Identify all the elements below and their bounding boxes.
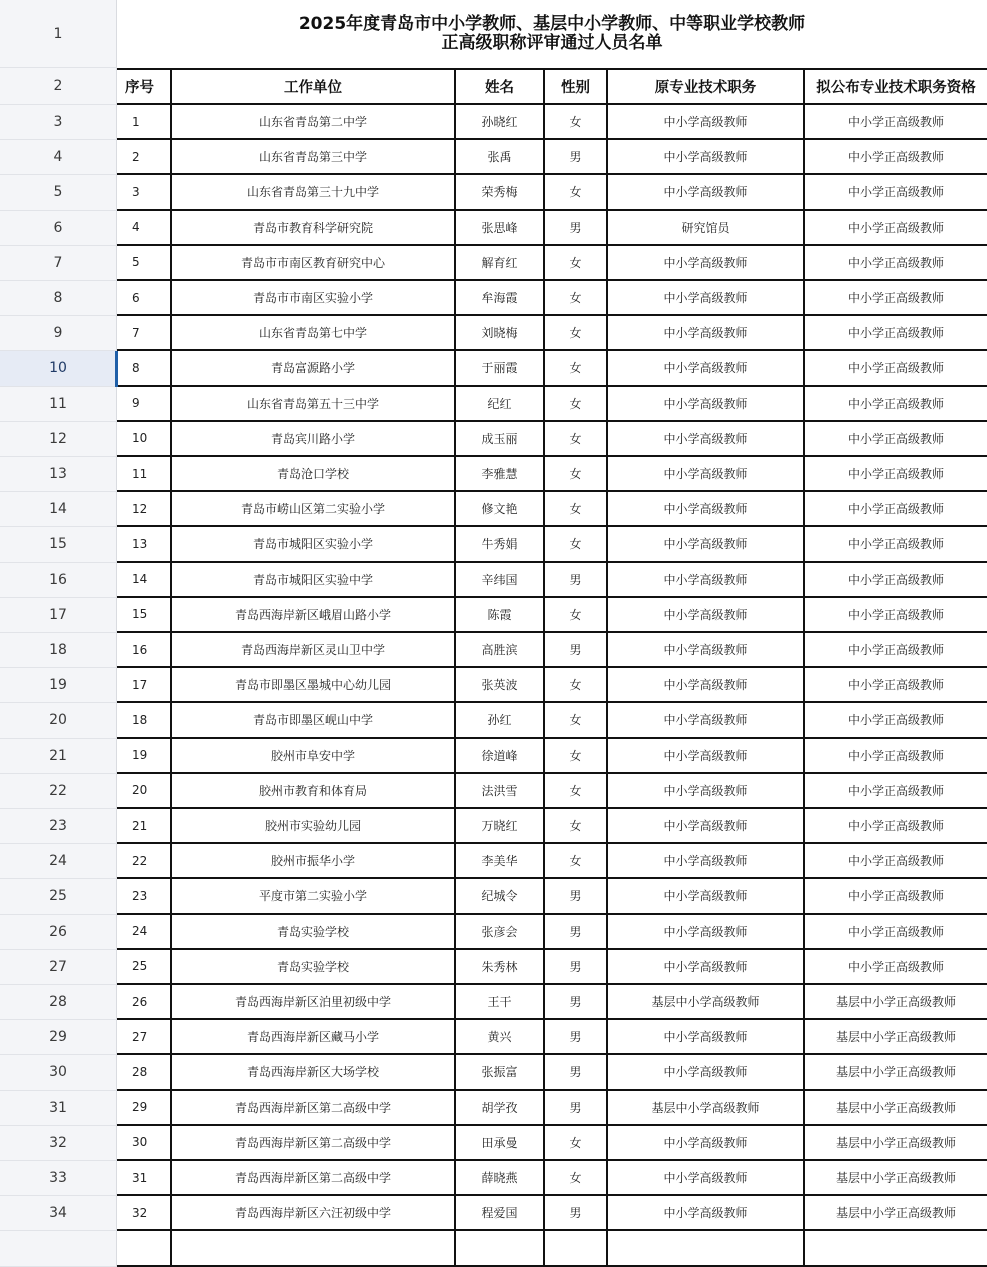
cell-no[interactable]: 11 <box>117 457 172 492</box>
cell-name[interactable] <box>456 1231 545 1266</box>
cell-name[interactable]: 于丽霞 <box>456 351 545 386</box>
cell-unit[interactable]: 青岛实验学校 <box>172 915 456 950</box>
column-header-no[interactable]: 序号 <box>117 68 172 105</box>
table-row <box>0 598 987 633</box>
row-header[interactable]: 3 <box>0 105 117 140</box>
cell-new-title[interactable]: 中小学正高级教师 <box>805 598 987 633</box>
cell-no[interactable]: 6 <box>117 281 172 316</box>
cell-original-title[interactable]: 中小学高级教师 <box>608 879 805 914</box>
row-header[interactable]: 4 <box>0 140 117 175</box>
row-header[interactable]: 21 <box>0 739 117 774</box>
cell-name[interactable]: 胡学孜 <box>456 1091 545 1126</box>
row-header[interactable]: 20 <box>0 703 117 738</box>
cell-new-title[interactable]: 基层中小学正高级教师 <box>805 1196 987 1231</box>
cell-unit[interactable] <box>172 1231 456 1266</box>
cell-name[interactable]: 程爱国 <box>456 1196 545 1231</box>
cell-no[interactable]: 20 <box>117 774 172 809</box>
cell-original-title[interactable]: 中小学高级教师 <box>608 1196 805 1231</box>
cell-name[interactable]: 孙红 <box>456 703 545 738</box>
cell-name[interactable]: 薛晓燕 <box>456 1161 545 1196</box>
cell-name[interactable]: 李雅慧 <box>456 457 545 492</box>
cell-original-title[interactable]: 中小学高级教师 <box>608 739 805 774</box>
cell-unit[interactable]: 青岛西海岸新区大场学校 <box>172 1055 456 1090</box>
cell-name[interactable]: 徐道峰 <box>456 739 545 774</box>
table-row <box>0 879 987 914</box>
cell-no[interactable]: 28 <box>117 1055 172 1090</box>
cell-unit[interactable]: 青岛宾川路小学 <box>172 422 456 457</box>
cell-unit[interactable]: 青岛市即墨区岘山中学 <box>172 703 456 738</box>
table-row <box>0 281 987 316</box>
cell-unit[interactable]: 青岛市即墨区墨城中心幼儿园 <box>172 668 456 703</box>
sheet-title[interactable] <box>117 0 987 68</box>
cell-sex[interactable]: 女 <box>545 703 608 738</box>
cell-unit[interactable]: 青岛市教育科学研究院 <box>172 211 456 246</box>
cell-name[interactable]: 李美华 <box>456 844 545 879</box>
cell-new-title[interactable]: 中小学正高级教师 <box>805 105 987 140</box>
title-line-1: 2025年度青岛市中小学教师、基层中小学教师、中等职业学校教师 <box>298 14 806 34</box>
cell-new-title[interactable]: 中小学正高级教师 <box>805 246 987 281</box>
cell-sex[interactable]: 女 <box>545 105 608 140</box>
cell-sex[interactable]: 男 <box>545 950 608 985</box>
cell-new-title[interactable]: 中小学正高级教师 <box>805 879 987 914</box>
table-row <box>0 703 987 738</box>
cell-new-title[interactable]: 中小学正高级教师 <box>805 809 987 844</box>
cell-sex[interactable]: 男 <box>545 1091 608 1126</box>
cell-unit[interactable]: 胶州市振华小学 <box>172 844 456 879</box>
cell-no[interactable]: 26 <box>117 985 172 1020</box>
cell-original-title[interactable]: 中小学高级教师 <box>608 457 805 492</box>
cell-original-title[interactable]: 基层中小学高级教师 <box>608 1091 805 1126</box>
cell-sex[interactable]: 女 <box>545 246 608 281</box>
cell-unit[interactable]: 青岛沧口学校 <box>172 457 456 492</box>
row-header[interactable]: 18 <box>0 633 117 668</box>
cell-new-title[interactable]: 中小学正高级教师 <box>805 281 987 316</box>
column-header-new-title[interactable]: 拟公布专业技术职务资格 <box>805 68 987 105</box>
cell-new-title[interactable]: 中小学正高级教师 <box>805 492 987 527</box>
cell-original-title[interactable]: 中小学高级教师 <box>608 422 805 457</box>
cell-sex[interactable]: 女 <box>545 422 608 457</box>
cell-original-title[interactable]: 中小学高级教师 <box>608 915 805 950</box>
column-header-name[interactable]: 姓名 <box>456 68 545 105</box>
cell-original-title[interactable]: 中小学高级教师 <box>608 316 805 351</box>
row-header[interactable]: 15 <box>0 527 117 562</box>
cell-no[interactable]: 1 <box>117 105 172 140</box>
cell-no[interactable]: 30 <box>117 1126 172 1161</box>
cell-unit[interactable]: 山东省青岛第三中学 <box>172 140 456 175</box>
row-header[interactable]: 2 <box>0 68 117 105</box>
table-row <box>0 1020 987 1055</box>
row-header[interactable]: 10 <box>0 351 117 386</box>
cell-original-title[interactable]: 中小学高级教师 <box>608 387 805 422</box>
cell-new-title[interactable]: 中小学正高级教师 <box>805 351 987 386</box>
row-header[interactable]: 34 <box>0 1196 117 1231</box>
cell-sex[interactable]: 女 <box>545 527 608 562</box>
cell-name[interactable]: 陈霞 <box>456 598 545 633</box>
cell-sex[interactable]: 男 <box>545 985 608 1020</box>
cell-sex[interactable]: 女 <box>545 809 608 844</box>
cell-original-title[interactable]: 中小学高级教师 <box>608 703 805 738</box>
cell-name[interactable]: 荣秀梅 <box>456 175 545 210</box>
cell-name[interactable]: 刘晓梅 <box>456 316 545 351</box>
row-header[interactable]: 30 <box>0 1055 117 1090</box>
row-header[interactable]: 9 <box>0 316 117 351</box>
row-header[interactable]: 28 <box>0 985 117 1020</box>
cell-new-title[interactable]: 基层中小学正高级教师 <box>805 1161 987 1196</box>
cell-sex[interactable]: 男 <box>545 1020 608 1055</box>
cell-new-title[interactable]: 中小学正高级教师 <box>805 457 987 492</box>
table-row <box>0 246 987 281</box>
cell-original-title[interactable]: 中小学高级教师 <box>608 175 805 210</box>
cell-sex[interactable]: 女 <box>545 774 608 809</box>
cell-no[interactable]: 7 <box>117 316 172 351</box>
cell-sex[interactable] <box>545 1231 608 1266</box>
cell-no[interactable]: 10 <box>117 422 172 457</box>
cell-no[interactable]: 22 <box>117 844 172 879</box>
cell-original-title[interactable]: 中小学高级教师 <box>608 668 805 703</box>
cell-no[interactable]: 27 <box>117 1020 172 1055</box>
cell-original-title[interactable]: 中小学高级教师 <box>608 563 805 598</box>
cell-unit[interactable]: 青岛富源路小学 <box>172 351 456 386</box>
cell-name[interactable]: 解育红 <box>456 246 545 281</box>
header-row <box>0 68 987 105</box>
cell-name[interactable]: 修文艳 <box>456 492 545 527</box>
cell-no[interactable]: 32 <box>117 1196 172 1231</box>
selection-indicator <box>115 351 118 386</box>
cell-unit[interactable]: 胶州市阜安中学 <box>172 739 456 774</box>
cell-unit[interactable]: 青岛西海岸新区灵山卫中学 <box>172 633 456 668</box>
cell-unit[interactable]: 山东省青岛第七中学 <box>172 316 456 351</box>
cell-original-title[interactable]: 中小学高级教师 <box>608 1126 805 1161</box>
cell-no[interactable]: 21 <box>117 809 172 844</box>
cell-new-title[interactable]: 中小学正高级教师 <box>805 422 987 457</box>
cell-unit[interactable]: 平度市第二实验小学 <box>172 879 456 914</box>
cell-name[interactable]: 纪红 <box>456 387 545 422</box>
cell-original-title[interactable]: 中小学高级教师 <box>608 105 805 140</box>
column-header-unit[interactable]: 工作单位 <box>172 68 456 105</box>
row-header[interactable]: 11 <box>0 387 117 422</box>
cell-unit[interactable]: 山东省青岛第五十三中学 <box>172 387 456 422</box>
cell-no[interactable]: 29 <box>117 1091 172 1126</box>
cell-unit[interactable]: 青岛西海岸新区六汪初级中学 <box>172 1196 456 1231</box>
table-row <box>0 387 987 422</box>
cell-sex[interactable]: 女 <box>545 457 608 492</box>
cell-name[interactable]: 成玉丽 <box>456 422 545 457</box>
cell-sex[interactable]: 女 <box>545 1161 608 1196</box>
cell-unit[interactable]: 青岛西海岸新区峨眉山路小学 <box>172 598 456 633</box>
cell-new-title[interactable]: 中小学正高级教师 <box>805 211 987 246</box>
row-header[interactable]: 6 <box>0 211 117 246</box>
table-row <box>0 563 987 598</box>
cell-unit[interactable]: 青岛西海岸新区泊里初级中学 <box>172 985 456 1020</box>
cell-original-title[interactable] <box>608 1231 805 1266</box>
cell-name[interactable]: 万晓红 <box>456 809 545 844</box>
table-row <box>0 985 987 1020</box>
row-header[interactable]: 17 <box>0 598 117 633</box>
table-row <box>0 739 987 774</box>
cell-no[interactable]: 4 <box>117 211 172 246</box>
cell-no[interactable]: 9 <box>117 387 172 422</box>
table-row <box>0 175 987 210</box>
cell-sex[interactable]: 女 <box>545 351 608 386</box>
cell-sex[interactable]: 女 <box>545 281 608 316</box>
table-row <box>0 1196 987 1231</box>
table-row <box>0 950 987 985</box>
cell-new-title[interactable]: 中小学正高级教师 <box>805 316 987 351</box>
cell-new-title[interactable]: 基层中小学正高级教师 <box>805 1020 987 1055</box>
cell-no[interactable]: 12 <box>117 492 172 527</box>
cell-no[interactable]: 23 <box>117 879 172 914</box>
table-row <box>0 668 987 703</box>
cell-original-title[interactable]: 中小学高级教师 <box>608 281 805 316</box>
cell-original-title[interactable]: 基层中小学高级教师 <box>608 985 805 1020</box>
cell-sex[interactable]: 男 <box>545 1196 608 1231</box>
cell-sex[interactable]: 女 <box>545 739 608 774</box>
cell-unit[interactable]: 山东省青岛第二中学 <box>172 105 456 140</box>
row-header[interactable]: 23 <box>0 809 117 844</box>
cell-name[interactable]: 高胜滨 <box>456 633 545 668</box>
cell-name[interactable]: 张禹 <box>456 140 545 175</box>
row-header[interactable]: 12 <box>0 422 117 457</box>
cell-no[interactable]: 14 <box>117 563 172 598</box>
cell-sex[interactable]: 男 <box>545 211 608 246</box>
cell-original-title[interactable]: 中小学高级教师 <box>608 1161 805 1196</box>
cell-no[interactable]: 31 <box>117 1161 172 1196</box>
cell-sex[interactable]: 女 <box>545 598 608 633</box>
cell-new-title[interactable]: 中小学正高级教师 <box>805 703 987 738</box>
row-header[interactable]: 5 <box>0 175 117 210</box>
row-header[interactable]: 13 <box>0 457 117 492</box>
cell-original-title[interactable]: 中小学高级教师 <box>608 527 805 562</box>
cell-no[interactable]: 17 <box>117 668 172 703</box>
cell-sex[interactable]: 女 <box>545 844 608 879</box>
cell-unit[interactable]: 青岛西海岸新区第二高级中学 <box>172 1126 456 1161</box>
cell-original-title[interactable]: 中小学高级教师 <box>608 140 805 175</box>
table-row <box>0 915 987 950</box>
cell-sex[interactable]: 男 <box>545 879 608 914</box>
row-header[interactable]: 25 <box>0 879 117 914</box>
cell-new-title[interactable]: 中小学正高级教师 <box>805 527 987 562</box>
row-header[interactable]: 27 <box>0 950 117 985</box>
cell-new-title[interactable]: 中小学正高级教师 <box>805 844 987 879</box>
cell-name[interactable]: 孙晓红 <box>456 105 545 140</box>
cell-sex[interactable]: 男 <box>545 1055 608 1090</box>
cell-unit[interactable]: 青岛西海岸新区第二高级中学 <box>172 1161 456 1196</box>
cell-new-title[interactable]: 中小学正高级教师 <box>805 633 987 668</box>
cell-original-title[interactable]: 研究馆员 <box>608 211 805 246</box>
table-row <box>0 844 987 879</box>
cell-sex[interactable]: 男 <box>545 563 608 598</box>
cell-new-title[interactable]: 中小学正高级教师 <box>805 915 987 950</box>
table-row <box>0 492 987 527</box>
cell-name[interactable]: 朱秀林 <box>456 950 545 985</box>
cell-new-title[interactable]: 基层中小学正高级教师 <box>805 1055 987 1090</box>
cell-original-title[interactable]: 中小学高级教师 <box>608 1020 805 1055</box>
row-header[interactable]: 19 <box>0 668 117 703</box>
row-header[interactable]: 16 <box>0 563 117 598</box>
cell-no[interactable] <box>117 1231 172 1266</box>
cell-original-title[interactable]: 中小学高级教师 <box>608 950 805 985</box>
cell-sex[interactable]: 女 <box>545 668 608 703</box>
cell-sex[interactable]: 女 <box>545 316 608 351</box>
cell-sex[interactable]: 男 <box>545 915 608 950</box>
table-row <box>0 105 987 140</box>
table-row <box>0 633 987 668</box>
row-header[interactable] <box>0 1231 117 1266</box>
cell-no[interactable]: 15 <box>117 598 172 633</box>
cell-original-title[interactable]: 中小学高级教师 <box>608 633 805 668</box>
table-row <box>0 527 987 562</box>
cell-original-title[interactable]: 中小学高级教师 <box>608 598 805 633</box>
cell-sex[interactable]: 女 <box>545 492 608 527</box>
cell-new-title[interactable]: 中小学正高级教师 <box>805 387 987 422</box>
cell-name[interactable]: 黄兴 <box>456 1020 545 1055</box>
row-header[interactable]: 1 <box>0 0 117 68</box>
cell-no[interactable]: 8 <box>117 351 172 386</box>
cell-name[interactable]: 张英波 <box>456 668 545 703</box>
row-header[interactable]: 31 <box>0 1091 117 1126</box>
cell-no[interactable]: 16 <box>117 633 172 668</box>
cell-original-title[interactable]: 中小学高级教师 <box>608 844 805 879</box>
row-header[interactable]: 32 <box>0 1126 117 1161</box>
table-row <box>0 351 987 386</box>
cell-no[interactable]: 18 <box>117 703 172 738</box>
cell-no[interactable]: 24 <box>117 915 172 950</box>
cell-no[interactable]: 5 <box>117 246 172 281</box>
cell-no[interactable]: 13 <box>117 527 172 562</box>
cell-original-title[interactable]: 中小学高级教师 <box>608 1055 805 1090</box>
cell-unit[interactable]: 青岛西海岸新区藏马小学 <box>172 1020 456 1055</box>
title-line-2: 正高级职称评审通过人员名单 <box>441 33 663 53</box>
cell-no[interactable]: 3 <box>117 175 172 210</box>
cell-unit[interactable]: 青岛市城阳区实验小学 <box>172 527 456 562</box>
row-header[interactable]: 24 <box>0 844 117 879</box>
cell-sex[interactable]: 女 <box>545 1126 608 1161</box>
cell-original-title[interactable]: 中小学高级教师 <box>608 492 805 527</box>
row-header[interactable]: 8 <box>0 281 117 316</box>
cell-unit[interactable]: 山东省青岛第三十九中学 <box>172 175 456 210</box>
cell-name[interactable]: 牛秀娟 <box>456 527 545 562</box>
cell-unit[interactable]: 青岛实验学校 <box>172 950 456 985</box>
cell-sex[interactable]: 女 <box>545 175 608 210</box>
cell-name[interactable]: 纪城令 <box>456 879 545 914</box>
table-row <box>0 1161 987 1196</box>
row-header[interactable]: 33 <box>0 1161 117 1196</box>
cell-sex[interactable]: 男 <box>545 633 608 668</box>
table-row <box>0 1231 987 1266</box>
cell-original-title[interactable]: 中小学高级教师 <box>608 351 805 386</box>
cell-name[interactable]: 王干 <box>456 985 545 1020</box>
cell-original-title[interactable]: 中小学高级教师 <box>608 246 805 281</box>
cell-new-title[interactable]: 中小学正高级教师 <box>805 739 987 774</box>
cell-name[interactable]: 牟海霞 <box>456 281 545 316</box>
cell-new-title[interactable]: 中小学正高级教师 <box>805 175 987 210</box>
cell-name[interactable]: 法洪雪 <box>456 774 545 809</box>
cell-new-title[interactable]: 基层中小学正高级教师 <box>805 1126 987 1161</box>
row-header[interactable]: 26 <box>0 915 117 950</box>
table-row <box>0 1126 987 1161</box>
table-row <box>0 140 987 175</box>
cell-original-title[interactable]: 中小学高级教师 <box>608 774 805 809</box>
cell-new-title[interactable]: 中小学正高级教师 <box>805 140 987 175</box>
table-row <box>0 316 987 351</box>
cell-name[interactable]: 张彦会 <box>456 915 545 950</box>
cell-unit[interactable]: 胶州市实验幼儿园 <box>172 809 456 844</box>
cell-no[interactable]: 25 <box>117 950 172 985</box>
table-row <box>0 1091 987 1126</box>
cell-unit[interactable]: 青岛市市南区实验小学 <box>172 281 456 316</box>
title-row <box>0 0 987 68</box>
cell-name[interactable]: 辛纬国 <box>456 563 545 598</box>
row-header[interactable]: 14 <box>0 492 117 527</box>
cell-no[interactable]: 19 <box>117 739 172 774</box>
table-row <box>0 809 987 844</box>
cell-new-title[interactable]: 中小学正高级教师 <box>805 668 987 703</box>
cell-sex[interactable]: 男 <box>545 140 608 175</box>
cell-new-title[interactable]: 中小学正高级教师 <box>805 950 987 985</box>
cell-original-title[interactable]: 中小学高级教师 <box>608 809 805 844</box>
row-header[interactable]: 29 <box>0 1020 117 1055</box>
row-header[interactable]: 7 <box>0 246 117 281</box>
cell-unit[interactable]: 青岛市市南区教育研究中心 <box>172 246 456 281</box>
column-header-sex[interactable]: 性别 <box>545 68 608 105</box>
cell-name[interactable]: 张思峰 <box>456 211 545 246</box>
table-row <box>0 211 987 246</box>
cell-new-title[interactable]: 基层中小学正高级教师 <box>805 1091 987 1126</box>
row-header[interactable]: 22 <box>0 774 117 809</box>
cell-new-title[interactable]: 中小学正高级教师 <box>805 563 987 598</box>
cell-new-title[interactable]: 基层中小学正高级教师 <box>805 985 987 1020</box>
table-row <box>0 1055 987 1090</box>
cell-name[interactable]: 张振富 <box>456 1055 545 1090</box>
cell-unit[interactable]: 胶州市教育和体育局 <box>172 774 456 809</box>
column-header-original-title[interactable]: 原专业技术职务 <box>608 68 805 105</box>
table-row <box>0 774 987 809</box>
table-row <box>0 422 987 457</box>
cell-name[interactable]: 田承曼 <box>456 1126 545 1161</box>
cell-unit[interactable]: 青岛市城阳区实验中学 <box>172 563 456 598</box>
cell-sex[interactable]: 女 <box>545 387 608 422</box>
cell-new-title[interactable] <box>805 1231 987 1266</box>
cell-unit[interactable]: 青岛市崂山区第二实验小学 <box>172 492 456 527</box>
cell-no[interactable]: 2 <box>117 140 172 175</box>
cell-new-title[interactable]: 中小学正高级教师 <box>805 774 987 809</box>
table-row <box>0 457 987 492</box>
cell-unit[interactable]: 青岛西海岸新区第二高级中学 <box>172 1091 456 1126</box>
